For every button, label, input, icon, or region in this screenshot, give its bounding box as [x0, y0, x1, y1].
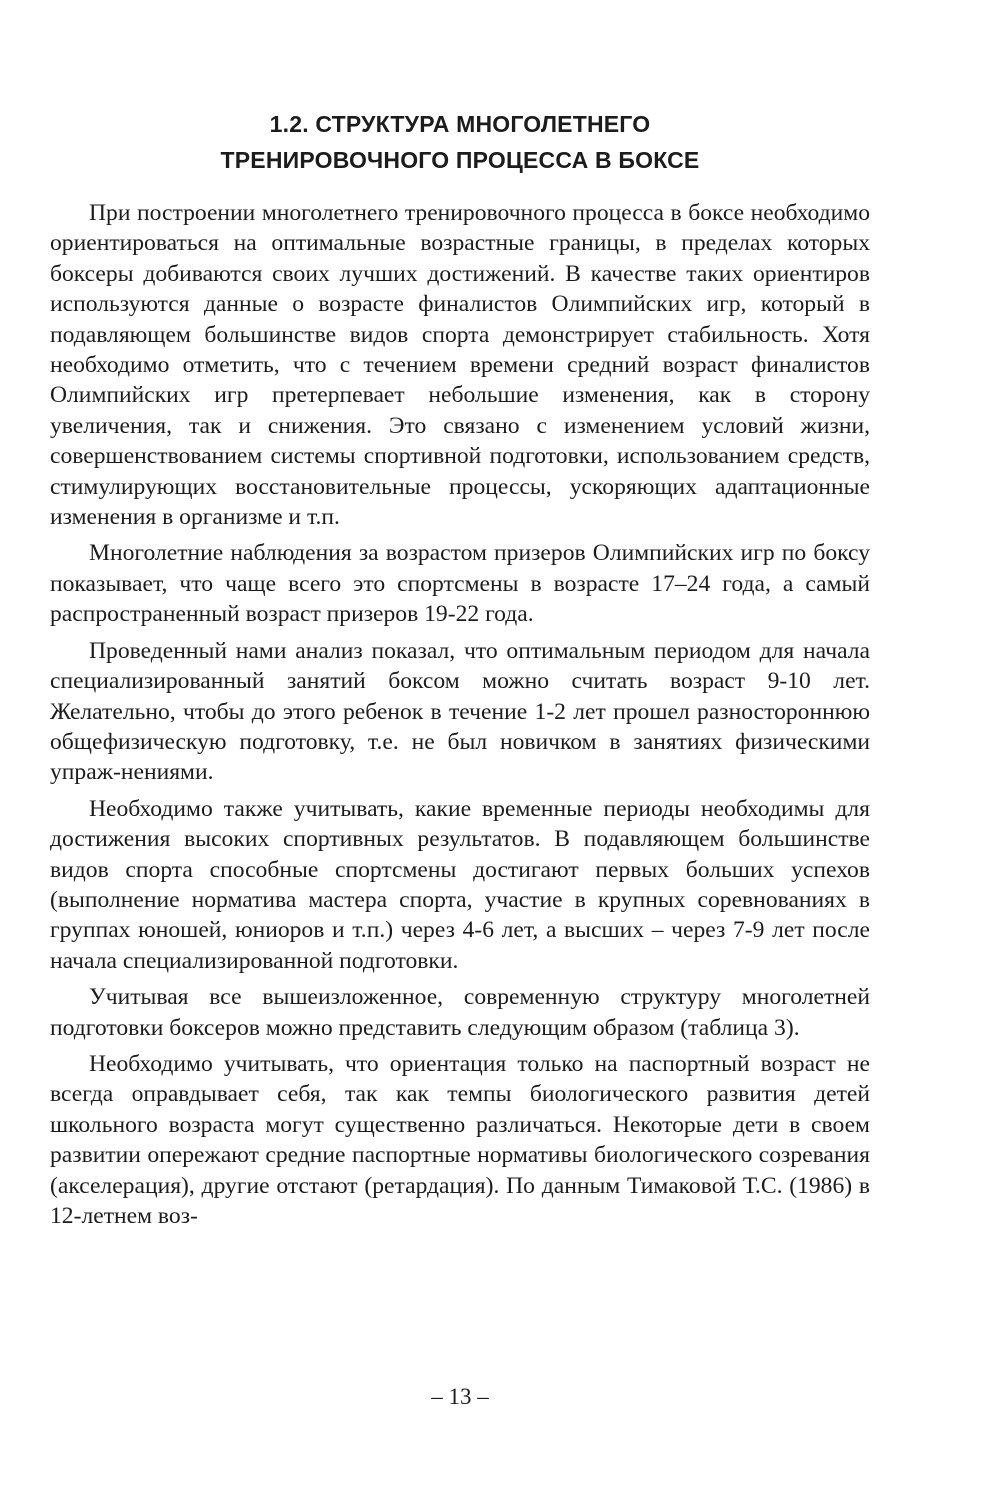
body-text	[50, 198, 870, 1237]
section-heading-line-2: ТРЕНИРОВОЧНОГО ПРОЦЕССА В БОКСЕ	[220, 147, 700, 173]
book-page	[50, 0, 870, 1489]
section-heading	[50, 106, 870, 178]
page-number: – 13 –	[431, 1384, 489, 1409]
paragraph: Необходимо также учитывать, какие временные периоды необходимы для достижения высоких спортивных результатов. В подавляющем большинстве видов спорта способные спортсмены достигают первых больших успехов (выполнение норматива мастера спорта, участие в крупных соревнованиях в группах юношей, юниоров и т.п.) через 4-6 лет, а высших – через 7-9 лет после начала специализированной подготовки.	[50, 795, 870, 974]
paragraph: Учитывая все вышеизложенное, современную структуру многолетней подготовки боксеров можно представить следующим образом (таблица 3).	[50, 984, 870, 1041]
paragraph: При построении многолетнего тренировочного процесса в боксе необходимо ориентироваться на оптимальные возрастные границы, в пределах которых боксеры добиваются своих лучших достижений. В качестве таких ориентиров используются данные о возрасте финалистов Олимпийских игр, который в подавляющем большинстве видов спорта демонстрирует стабильность. Хотя необходимо отметить, что с течением времени средний возраст финалистов Олимпийских игр претерпевает небольшие изменения, как в сторону увеличения, так и снижения. Это связано с изменением условий жизни, совершенствованием системы спортивной подготовки, использованием средств, стимулирующих восстановительные процессы, ускоряющих адаптационные изменения в организме и т.п.	[50, 200, 870, 531]
section-heading-line-1: 1.2. СТРУКТУРА МНОГОЛЕТНЕГО	[269, 111, 651, 137]
paragraph: Проведенный нами анализ показал, что оптимальным периодом для начала специализированный занятий боксом можно считать возраст 9-10 лет. Желательно, чтобы до этого ребенок в течение 1-2 лет прошел разностороннюю общефизическую подготовку, т.е. не был новичком в занятиях физическими упраж-нениями.	[50, 637, 870, 786]
paragraph: Необходимо учитывать, что ориентация только на паспортный возраст не всегда оправдывает себя, так как темпы биологического развития детей школьного возраста могут существенно различаться. Некоторые дети в своем развитии опережают средние паспортные нормативы биологического созревания (акселерация), другие отстают (ретардация). По данным Тимаковой Т.С. (1986) в 12-летнем воз-	[50, 1050, 870, 1229]
paragraph: Многолетние наблюдения за возрастом призеров Олимпийских игр по боксу показывает, что чаще всего это спортсмены в возрасте 17–24 года, а самый распространенный возраст призеров 19-22 года.	[50, 540, 870, 628]
